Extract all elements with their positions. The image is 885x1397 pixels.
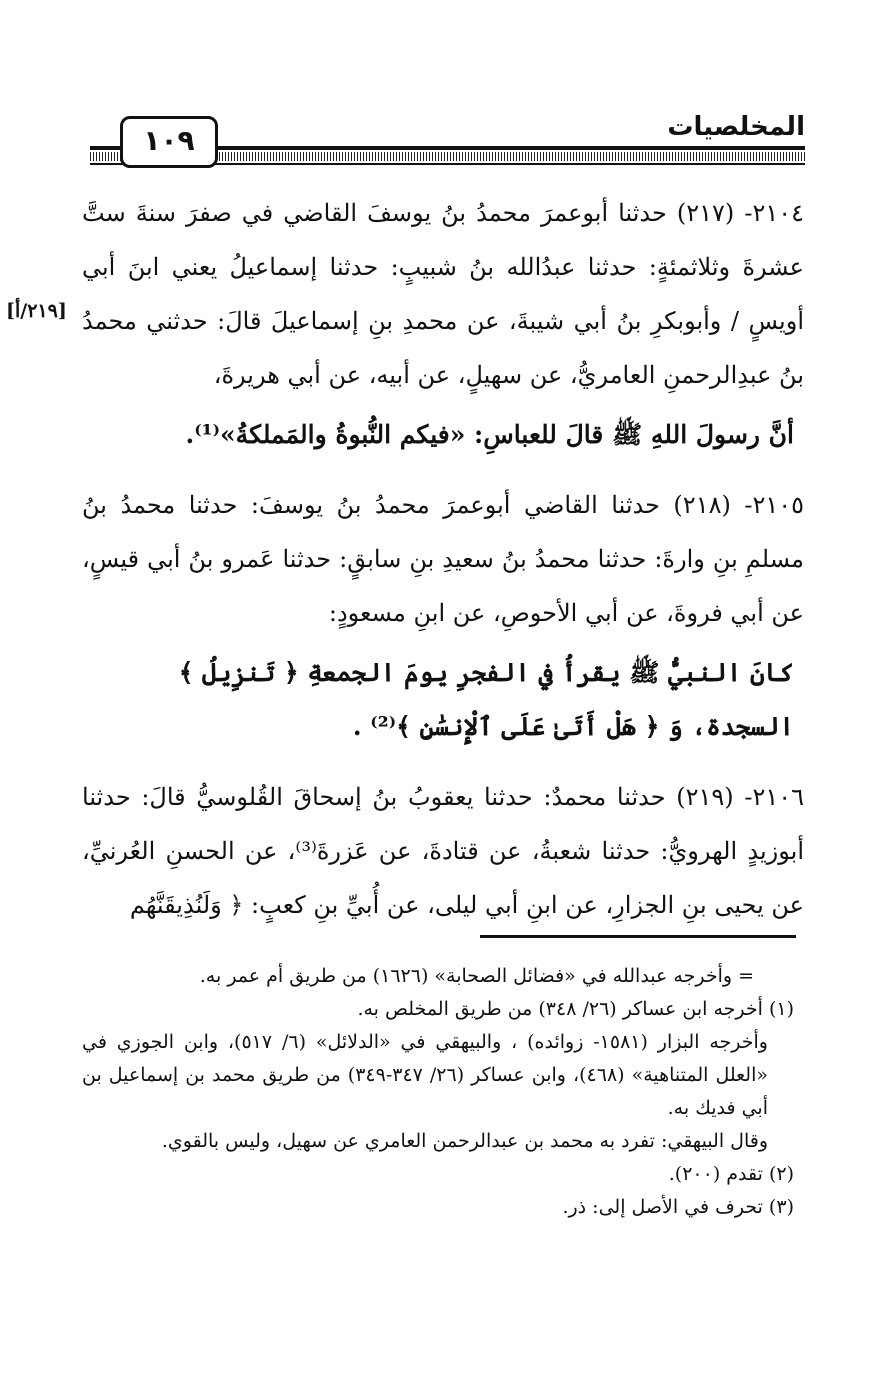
entry-2105-matn: كانَ النبيُّ ﷺ يقرأُ في الفجرِ يومَ الجمعةِ ﴿ تَنزِيلُ ﴾ السجدة، وَ ﴿ هَلْ أَتَىٰ عَلَى ٱلْإِنسَٰنِ ﴾⁽²⁾ . [178, 658, 794, 741]
footnote-1: (١) أخرجه ابن عساكر (٢٦/ ٣٤٨) من طريق المخلص به. [357, 998, 794, 1020]
footnote-1-extra: وأخرجه البزار (١٥٨١- زوائده) ، والبيهقي في «الدلائل» (٦/ ٥١٧)، وابن الجوزي في «العلل المتناهية» (٤٦٨)، وابن عساكر (٢٦/ ٣٤٧-٣٤٩) من طريق محمد بن إسماعيل بن أبي فديك به. [82, 1031, 769, 1119]
main-text [82, 186, 804, 932]
footnote-2: (٢) تقدم (٢٠٠). [668, 1163, 794, 1185]
footnote-3: (٣) تحرف في الأصل إلى: ذر. [562, 1196, 794, 1218]
entry-2104-isnad: ٢١٠٤- (٢١٧) حدثنا أبوعمرَ محمدُ بنُ يوسفَ القاضي في صفرَ سنةَ ستَّ عشرةَ وثلاثمئةٍ: حدثنا عبدُالله بنُ شبيبٍ: حدثنا إسماعيلُ يعني ابنَ أبي أويسٍ / وأبوبكرِ بنُ أبي شيبةَ، عن محمدِ بنِ إسماعيلَ قالَ: حدثني محمدُ بنُ عبدِالرحمنِ العامريُّ، عن سهيلٍ، عن أبيه، عن أبي هريرةَ، [82, 199, 804, 389]
page-number: ١٠٩ [120, 116, 218, 168]
footnote-continuation: = وأخرجه عبدالله في «فضائل الصحابة» (١٦٢٦) من طريق أم عمر به. [199, 965, 754, 987]
footnotes [82, 960, 794, 1224]
entry-2106-isnad: ٢١٠٦- (٢١٩) حدثنا محمدٌ: حدثنا يعقوبُ بنُ إسحاقَ القُلوسيُّ قالَ: حدثنا أبوزيدٍ الهرويُّ: حدثنا شعبةُ، عن قتادةَ، عن عَزرةَ⁽³⁾، عن الحسنِ العُرنيِّ، عن يحيى بنِ الجزارِ، عن ابنِ أبي ليلى، عن أُبيِّ بنِ كعبٍ: ﴿ وَلَنُذِيقَنَّهُم [82, 783, 805, 919]
running-title: المخلصيات [667, 112, 805, 142]
entry-2104-matn: أنَّ رسولَ اللهِ ﷺ قالَ للعباسِ: «فيكم النُّبوةُ والمَملكةُ»⁽¹⁾. [185, 420, 794, 449]
page-header [90, 108, 805, 168]
manuscript-folio-reference: [٢١٩/أ] [6, 300, 67, 322]
footnote-1-note: وقال البيهقي: تفرد به محمد بن عبدالرحمن العامري عن سهيل، وليس بالقوي. [161, 1130, 768, 1152]
entry-2105-isnad: ٢١٠٥- (٢١٨) حدثنا القاضي أبوعمرَ محمدُ بنُ يوسفَ: حدثنا محمدُ بنُ مسلمِ بنِ وارةَ: حدثنا محمدُ بنُ سعيدِ بنِ سابقٍ: حدثنا عَمرو بنُ أبي قيسٍ، عن أبي فروةَ، عن أبي الأحوصِ، عن ابنِ مسعودٍ: [82, 491, 804, 627]
footnote-separator [480, 935, 796, 938]
